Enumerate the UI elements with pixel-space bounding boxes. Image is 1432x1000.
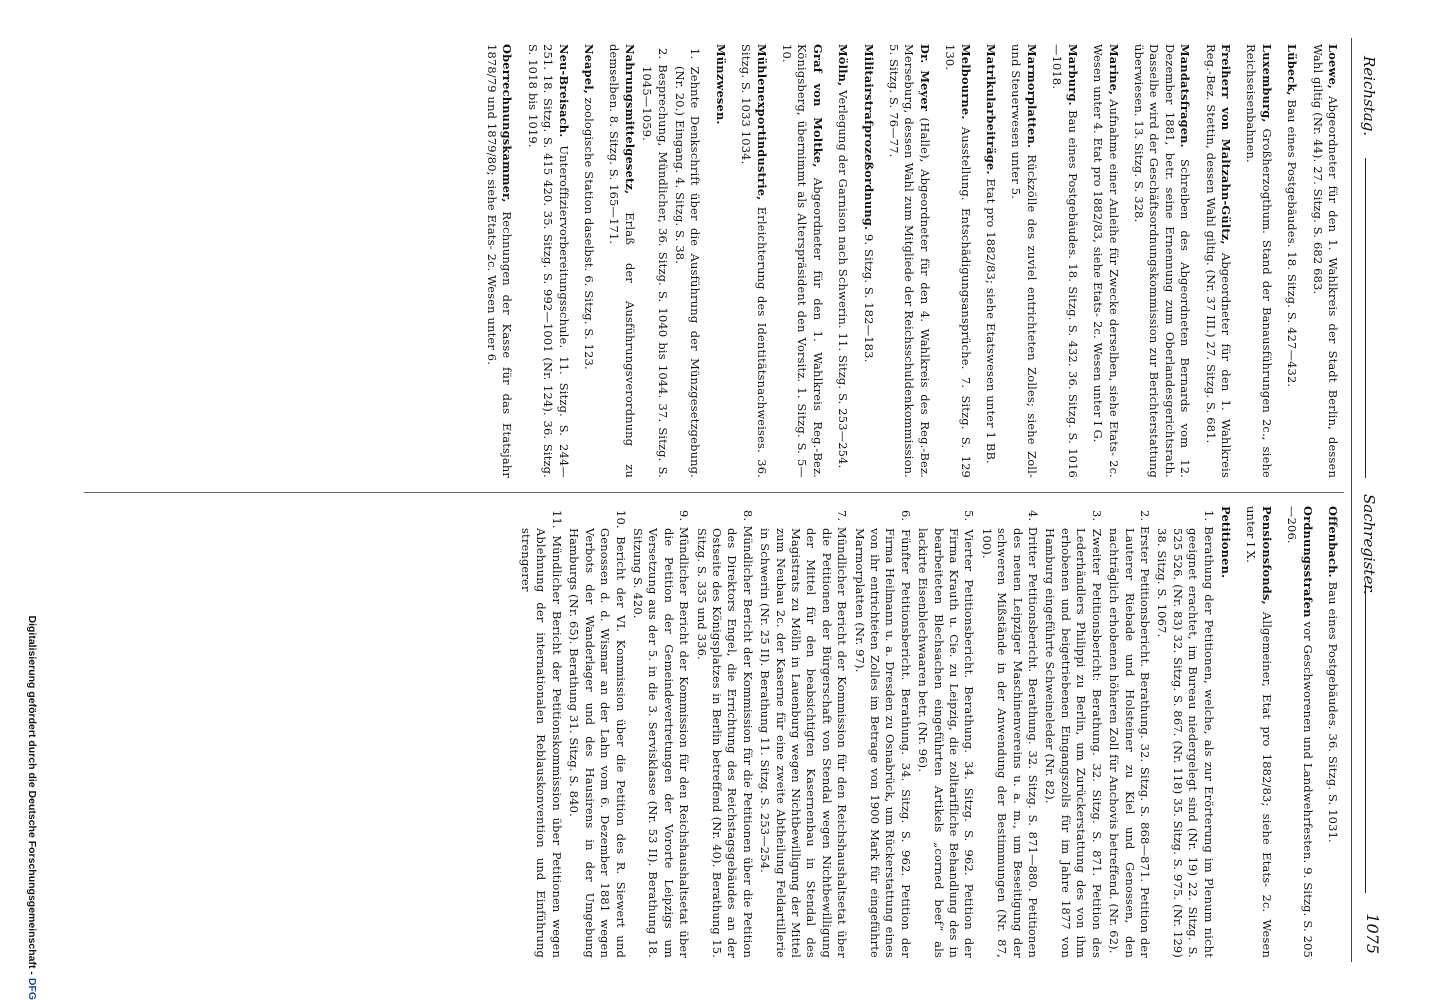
entry-text: Bau eines Postgebäudes. 18. Sitzg. S. 432. 36. Sitzg. S. 1016—1018. [1050, 44, 1080, 478]
entry-text: Erlaß der Ausführungsverordnung zu demselben. 8. Sitzg. S. 165—171. [607, 44, 637, 478]
section-title: Petitionen. [1218, 506, 1233, 579]
entry-text: Erleichterung des Identitätsnachweises. 36. Sitzg. S. 1033 1034. [739, 44, 769, 478]
entry-text: Unteroffiziervorbereitungsschule. 11. Sitzg. S. 244—251. 18. Sitzg. S. 415 420. 35. Sitzg. S. 992—1001 (Nr. 124). 36. Sitzg. S. 1018 bis 1019. [525, 44, 571, 478]
index-entry [835, 44, 850, 478]
index-entry [860, 44, 875, 478]
entry-text: Schreiben des Abgeordneten Bernards vom 12. Dezember 1881, betr. seine Ernennung zum Oberlandesgerichtsrath. Dasselbe wird der Geschäftsordnungskommission zur Berichterstattung überwiesen. 13. Sitzg. S. 328. [1131, 44, 1193, 478]
index-entry [1202, 44, 1233, 478]
entry-text: 1. Berathung der Petitionen, welche, als zur Erörterung im Plenum nicht geeignet erachtet, im Bureau niedergelegt sind (Nr. 19) 22. Sitzg. S. 525 526. (Nr. 83) 32. Sitzg. S. 867. (Nr. 118) 35. Sitzg. S. 975. (Nr. 129) 38. Sitzg. S. 1067. [1155, 510, 1216, 958]
index-entry [983, 44, 998, 478]
entry-text: Rechnungen der Kasse für das Etatsjahr 1878/79 und 1879/80; siehe Etats- 2c. Wesen unter 6. [484, 44, 515, 478]
entry-headword: Dr. Meyer [917, 44, 932, 112]
entry-text: (Halle), Abgeordneter für den 4. Wahlkreis des Reg.-Bez. Merseburg, dessen Wahl zum Mitgliede der Reichsschuldenkommission. 5. Sitzg. S. 76—77. [887, 44, 932, 478]
entry-text: 5. Vierter Petitionsbericht. Berathung. 34. Sitzg. S. 962. Petition der Firma Krauth u. Cie. zu Leipzig, die zolltarifliche Behandlung des in bearbeiteten Blechsachen eingeführten Artikels „corned beef“ als lackirte Eisenblechwaaren betr. (Nr. 96). [916, 510, 977, 958]
right-column [516, 506, 1340, 958]
entry-text: 2. Besprechung, Mündlicher, 36. Sitzg. S. 1040 bis 1044. 37. Sitzg. S. 1045—1059. [640, 48, 670, 478]
entry-text: 9. Sitzg. S. 182—183. [861, 230, 876, 363]
index-entry [712, 44, 727, 478]
entry-headword: Oberrechnungskammer, [500, 44, 515, 203]
entry-text: Verlegung der Garnison nach Schwerin. 11. Sitzg. S. 253—254. [836, 86, 851, 469]
entry-headword: Militairstrafprozeßordnung. [861, 44, 876, 231]
index-entry [1284, 44, 1299, 478]
entry-headword: Mandatsfragen. [1178, 44, 1193, 148]
entry-headword: Melbourne. [958, 44, 973, 120]
index-entry [606, 44, 637, 478]
sub-entry [757, 506, 849, 958]
index-entry [581, 44, 596, 478]
index-entry [942, 44, 973, 478]
entry-headword: Münzwesen. [713, 44, 728, 125]
entry-text: Abgeordneter für den 1. Wahlkreis der Stadt Berlin, dessen Wahl giltig (Nr. 44). 27. Sitzg. S. 682 683. [1310, 44, 1340, 478]
entry-headword: Luxemburg, [1259, 44, 1274, 123]
index-entry [886, 44, 932, 478]
entry-text: vor Geschworenen und Landwehrfesten. 9. Sitzg. S. 205—206. [1285, 506, 1315, 958]
entry-headword: Loewe, [1326, 44, 1340, 90]
index-entry [1243, 506, 1274, 958]
entry-text: Etat pro 1882/83; siehe Etatswesen unter 1 BB. [984, 174, 999, 464]
index-entry [1008, 44, 1039, 478]
sub-entry [518, 506, 564, 958]
header-rule-left [1365, 158, 1366, 478]
entry-headword: Pensionsfonds, [1259, 506, 1274, 605]
entry-text: 3. Zweiter Petitionsbericht: Berathung. 32. Sitzg. S. 871. Petition des Lederhändlers Philippi zu Berlin, um Zurückerstattung des von ihm erhobenen und beigetriebenen Eingangszolls für im Jahre 1877 von Hamburg eingeführte Schweineleder (Nr. 82). [1043, 510, 1104, 958]
entry-text: Bau eines Postgebäudes. 36. Sitzg. S. 1031. [1326, 577, 1340, 843]
header-left: Reichstag. [1360, 56, 1378, 137]
sub-entry [566, 506, 628, 958]
credit-text: Digitalisierung gefördert durch die Deutsche Forschungsgemeinschaft - [26, 615, 38, 978]
entry-text: 1. Zehnte Denkschrift über die Ausführung der Münzgesetzgebung. (Nr. 20.) Eingang. 4. Sitzg. S. 38. [673, 48, 703, 478]
entry-headword: Mölln, [836, 44, 851, 87]
entry-text: Allgemeiner, Etat pro 1882/83; siehe Etats- 2c. Wesen unter I X. [1244, 506, 1274, 958]
index-entry [1243, 44, 1274, 478]
index-entry [484, 44, 515, 478]
index-entry [1090, 44, 1121, 478]
entry-text: zoologische Station daselbst. 6. Sitzg. S. 123. [581, 93, 596, 370]
entry-text: Ausstellung. Entschädigungsansprüche. 7. Sitzg. S. 129 130. [943, 44, 973, 478]
entry-text: Bau eines Postgebäudes. 18. Sitzg. S. 427—432. [1285, 95, 1300, 388]
column-divider [84, 492, 1344, 493]
index-entry [1284, 506, 1315, 958]
entry-text: 7. Mündlicher Bericht der Kommission für den Reichshaushaltsetat über die Petitionen der Bürgerschaft von Stendal wegen Nichtbewilligung der Mittel für den beabsichtigten Kasernenbau in Stendal des Magistrats zu Mölln in Lauenburg wegen Nichtbewilligung der Mittel zum Neubau 2c. der Kaserne für eine zweite Abtheilung Feldartillerie in Schwerin (Nr. 25 II). Berathung 11. Sitzg. S. 253—254. [758, 510, 850, 958]
sub-entry [672, 44, 703, 478]
sub-entry [915, 506, 977, 958]
entry-text: Abgeordneter für den 1. Wahlkreis Reg.-Bez. Königsberg, übernimmt als Alterspräsident den Vorsitz. 1. Sitzg. S. 5—10. [780, 44, 825, 478]
index-entry [1309, 44, 1340, 478]
entry-headword: Graf von Moltke, [810, 44, 825, 168]
sub-entry [851, 506, 913, 958]
entry-headword: Marine, [1106, 44, 1121, 96]
entry-text: 10. Bericht der VI. Kommission über die Petition des R. Siewert und Genossen d. d. Wismar an der Lahn vom 6. Dezember 1881 wegen Verbots der Wanderlager und des Hausirens in der Umgebung Hamburgs (Nr. 65). Berathung 31. Sitzg. S. 840. [567, 510, 628, 958]
entry-text: Rückzölle des zuviel entrichteten Zolles; siehe Zoll- und Steuerwesen unter 5. [1009, 44, 1039, 478]
sub-entry [978, 506, 1040, 958]
entry-text: Aufnahme einer Anleihe für Zwecke derselben, siehe Etats- 2c. Wesen unter 4. Etat pro 1882/83, siehe Etats- 2c. Wesen unter I G. [1091, 44, 1121, 478]
index-entry [1049, 44, 1080, 478]
index-entry [1325, 506, 1340, 958]
entry-headword: Matrikularbeiträge. [984, 44, 999, 175]
header-center: Sachregister. [1360, 494, 1378, 595]
entry-text: Großherzogthum. Stand der Banausführungen 2c., siehe Reichseisenbahnen. [1244, 44, 1274, 478]
entry-headword: Freiherr von Maltzahn-Gültz, [1218, 44, 1233, 245]
entry-text: 9. Mündlicher Bericht der Kommission für den Reichshaushaltsetat über die Petition der Gemeindevertretungen der Vororte Leipzigs um Versetzung aus der 5. in die 3. Servisklasse (Nr. 53 II). Berathung 18. Sitzung S. 420. [630, 510, 692, 958]
header-rule-right [1365, 583, 1366, 893]
entry-text: 6. Fünfter Petitionsbericht. Berathung. 34. Sitzg. S. 962. Petition der Firma Heilmann u. a. Dresden zu Osnabrück, um Rückerstattung eines von ihr entrichteten Zolles im Betrage von 1900 Mark für eingeführte Marmorplatten (Nr. 97). [852, 510, 913, 958]
entry-headword: Lübeck, [1285, 44, 1300, 96]
dfg-logo-text: DFG [26, 977, 38, 1000]
sub-entry [1042, 506, 1104, 958]
entry-headword: Offenbach. [1326, 506, 1340, 578]
entry-text: 2. Erster Petitionsbericht. Berathung. 32. Sitzg. S. 868—871. Petition der Lauterer Riebade und Holsteiner zu Kiel und Genossen, den nachträglich erhobenen höheren Zoll für Anchovis betreffend. (Nr. 62). [1107, 510, 1152, 958]
entry-headword: Marburg. [1065, 44, 1080, 106]
entry-headword: Mühlenexportindustrie, [754, 44, 769, 201]
sub-entry [630, 506, 692, 958]
digitization-credit [26, 0, 38, 1000]
entry-headword: Neapel, [581, 44, 596, 94]
index-entry [738, 44, 769, 478]
left-column [474, 44, 1340, 478]
index-entry [1131, 44, 1193, 478]
page-header [1348, 38, 1392, 962]
entry-headword: Ordnungsstrafen [1300, 506, 1315, 618]
header-rule [1351, 38, 1352, 962]
entry-text: 8. Mündlicher Bericht der Kommission für die Petitionen über die Petition des Direktors Engel, die Errichtung des Reichstagsgebäudes an der Ostseite des Königsplatzes in Berlin betreffend (Nr. 40). Berathung 15. Sitzg. S. 335 und 336. [694, 510, 755, 958]
entry-text: 4. Dritter Petitionsbericht. Berathung. 32. Sitzg. S. 871—880. Petitionen des neuen Leipziger Maschinenvereins u. a. m., um Beseitigung der schweren Mißstände in der Anwendung der Bestimmungen (Nr. 87, 100). [979, 510, 1041, 958]
index-entry [779, 44, 825, 478]
entry-headword: Nahrungsmittelgesetz, [622, 44, 637, 195]
sub-entry [639, 44, 670, 478]
entry-text: Abgeordneter für den 1. Wahlkreis Reg.-Bez. Stettin, dessen Wahl giltig. (Nr. 37 III.) 27. Sitzg. S. 681. [1203, 44, 1233, 478]
index-entry [524, 44, 570, 478]
sub-entry [1106, 506, 1152, 958]
sub-entry [693, 506, 755, 958]
entry-headword: Marmorplatten. [1024, 44, 1039, 149]
entry-headword: Neu-Breisach. [556, 44, 571, 138]
page-body [52, 38, 1392, 962]
sub-entry [1154, 506, 1216, 958]
entry-text: 11. Mündlicher Bericht der Petitionskommission über Petitionen wegen Ablehnung der internationalen Reblauskonvention und Einführung strengerer [519, 510, 564, 958]
page-number: 1075 [1363, 913, 1382, 954]
